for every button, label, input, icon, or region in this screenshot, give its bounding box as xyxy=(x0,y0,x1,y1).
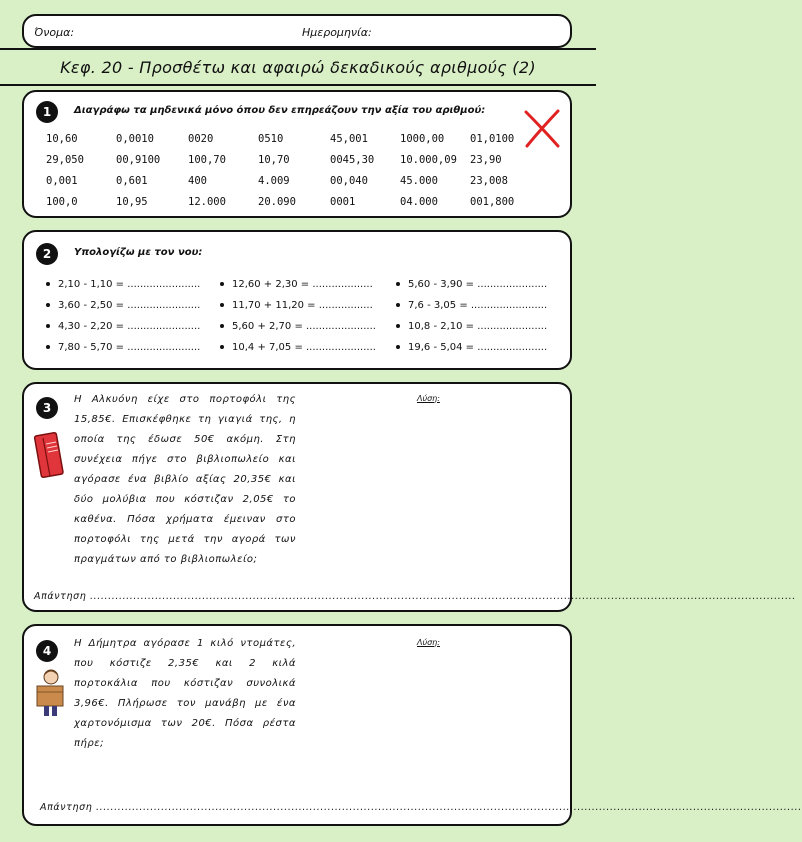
number-cell[interactable]: 10,95 xyxy=(116,196,148,208)
bullet-icon xyxy=(220,303,224,307)
section-3 xyxy=(22,382,796,612)
exercise-text: 7,6 - 3,05 = ........................ xyxy=(408,300,548,311)
problem-line: χαρτονόμισμα των 20€. Πόσα ρέστα xyxy=(74,718,296,729)
exercise-text: 3,60 - 2,50 = ....................... xyxy=(58,300,201,311)
answer-line-4: Απάντηση ................................................................................................................................................................................................... xyxy=(40,802,802,813)
number-cell[interactable]: 10.000,09 xyxy=(400,154,457,166)
bullet-icon xyxy=(396,324,400,328)
exercise-item[interactable] xyxy=(46,321,200,332)
exercise-item[interactable] xyxy=(46,342,200,353)
number-cell[interactable]: 0510 xyxy=(258,133,284,145)
number-cell[interactable]: 001,800 xyxy=(470,196,515,208)
bullet-icon xyxy=(46,303,50,307)
section-number-2: 2 xyxy=(36,243,58,265)
number-cell[interactable]: 45.000 xyxy=(400,175,438,187)
exercise-item[interactable] xyxy=(396,300,547,311)
exercise-item[interactable] xyxy=(396,321,547,332)
page-title: Κεφ. 20 - Προσθέτω και αφαιρώ δεκαδικούς αριθμούς (2) xyxy=(60,58,536,77)
problem-4-text xyxy=(74,634,296,754)
red-cross-icon xyxy=(522,108,562,150)
number-cell[interactable]: 20.090 xyxy=(258,196,296,208)
exercise-item[interactable] xyxy=(220,300,373,311)
number-cell[interactable]: 100,70 xyxy=(188,154,226,166)
number-cell[interactable]: 00,040 xyxy=(330,175,368,187)
exercise-text: 12,60 + 2,30 = ................... xyxy=(232,279,373,290)
exercise-text: 2,10 - 1,10 = ....................... xyxy=(58,279,201,290)
number-cell[interactable]: 00,9100 xyxy=(116,154,161,166)
problem-line: πορτοκάλια που κόστιζαν συνολικά xyxy=(74,678,296,689)
bullet-icon xyxy=(396,303,400,307)
number-cell[interactable]: 04.000 xyxy=(400,196,438,208)
section-number-4: 4 xyxy=(36,640,58,662)
problem-line: οποία της έδωσε 50€ ακόμη. Στη xyxy=(74,434,296,445)
exercise-item[interactable] xyxy=(396,342,547,353)
problem-line: 3,96€. Πλήρωσε τον μανάβη με ένα xyxy=(74,698,296,709)
problem-line: Η Δήμητρα αγόρασε 1 κιλό ντομάτες, xyxy=(74,638,296,649)
number-cell[interactable]: 1000,00 xyxy=(400,133,445,145)
number-cell[interactable]: 10,70 xyxy=(258,154,290,166)
number-cell[interactable]: 0020 xyxy=(188,133,214,145)
problem-line: συνέχεια πήγε στο βιβλιοπωλείο και xyxy=(74,454,296,465)
date-label: Ημερομηνία: xyxy=(302,26,372,39)
section-4 xyxy=(22,624,802,826)
number-cell[interactable]: 0,0010 xyxy=(116,133,154,145)
problem-3-text xyxy=(74,390,296,570)
solution-label-3: Λύση: xyxy=(417,394,440,403)
number-cell[interactable]: 100,0 xyxy=(46,196,78,208)
answer-line-3: Απάντηση ................................................................................................................................................................................................... xyxy=(34,591,796,602)
solution-label-4: Λύση: xyxy=(417,638,440,647)
number-cell[interactable]: 400 xyxy=(188,175,207,187)
exercise-text: 10,4 + 7,05 = ...................... xyxy=(232,342,376,353)
exercise-text: 11,70 + 11,20 = ................. xyxy=(232,300,373,311)
section-number-1: 1 xyxy=(36,101,58,123)
problem-line: που κόστιζε 2,35€ και 2 κιλά xyxy=(74,658,296,669)
problem-line: Η Αλκυόνη είχε στο πορτοφόλι της xyxy=(74,394,296,405)
number-cell[interactable]: 01,0100 xyxy=(470,133,515,145)
number-cell[interactable]: 0,601 xyxy=(116,175,148,187)
number-cell[interactable]: 0045,30 xyxy=(330,154,375,166)
section-2-instruction: Υπολογίζω με τον νου: xyxy=(74,247,203,258)
exercise-item[interactable] xyxy=(220,279,373,290)
section-number-3: 3 xyxy=(36,397,58,419)
exercise-item[interactable] xyxy=(396,279,547,290)
book-icon xyxy=(34,432,64,480)
number-cell[interactable]: 12.000 xyxy=(188,196,226,208)
title-band xyxy=(0,48,596,86)
exercise-item[interactable] xyxy=(220,342,376,353)
number-cell[interactable]: 0001 xyxy=(330,196,356,208)
number-cell[interactable]: 23,008 xyxy=(470,175,508,187)
exercise-text: 5,60 - 3,90 = ...................... xyxy=(408,279,548,290)
section-1-instruction: Διαγράφω τα μηδενικά μόνο όπου δεν επηρεάζουν την αξία του αριθμού: xyxy=(74,105,486,116)
bullet-icon xyxy=(396,345,400,349)
exercise-text: 7,80 - 5,70 = ....................... xyxy=(58,342,201,353)
bullet-icon xyxy=(46,345,50,349)
problem-line: 15,85€. Επισκέφθηκε τη γιαγιά της, η xyxy=(74,414,296,425)
number-cell[interactable]: 10,60 xyxy=(46,133,78,145)
bullet-icon xyxy=(220,282,224,286)
header-box xyxy=(22,14,572,48)
problem-line: καθένα. Πόσα χρήματα έμειναν στο xyxy=(74,514,296,525)
number-cell[interactable]: 4.009 xyxy=(258,175,290,187)
bullet-icon xyxy=(396,282,400,286)
number-cell[interactable]: 29,050 xyxy=(46,154,84,166)
problem-line: πορτοφόλι της μετά την αγορά των xyxy=(74,534,296,545)
exercise-text: 5,60 + 2,70 = ...................... xyxy=(232,321,376,332)
bullet-icon xyxy=(220,324,224,328)
exercise-item[interactable] xyxy=(220,321,376,332)
problem-line: αγόρασε ένα βιβλίο αξίας 20,35€ και xyxy=(74,474,296,485)
problem-line: δύο μολύβια που κόστιζαν 2,05€ το xyxy=(74,494,296,505)
exercise-item[interactable] xyxy=(46,300,200,311)
exercise-text: 4,30 - 2,20 = ....................... xyxy=(58,321,201,332)
exercise-text: 10,8 - 2,10 = ...................... xyxy=(408,321,548,332)
exercise-item[interactable] xyxy=(46,279,200,290)
problem-line: πραγμάτων από το βιβλιοπωλείο; xyxy=(74,554,258,565)
section-1 xyxy=(22,90,572,218)
girl-with-box-icon xyxy=(34,668,68,718)
number-cell[interactable]: 0,001 xyxy=(46,175,78,187)
number-cell[interactable]: 23,90 xyxy=(470,154,502,166)
problem-line: πήρε; xyxy=(74,738,104,749)
name-label: Όνομα: xyxy=(34,26,75,39)
section-2 xyxy=(22,230,572,370)
bullet-icon xyxy=(46,324,50,328)
exercise-text: 19,6 - 5,04 = ...................... xyxy=(408,342,548,353)
number-cell[interactable]: 45,001 xyxy=(330,133,368,145)
bullet-icon xyxy=(46,282,50,286)
bullet-icon xyxy=(220,345,224,349)
